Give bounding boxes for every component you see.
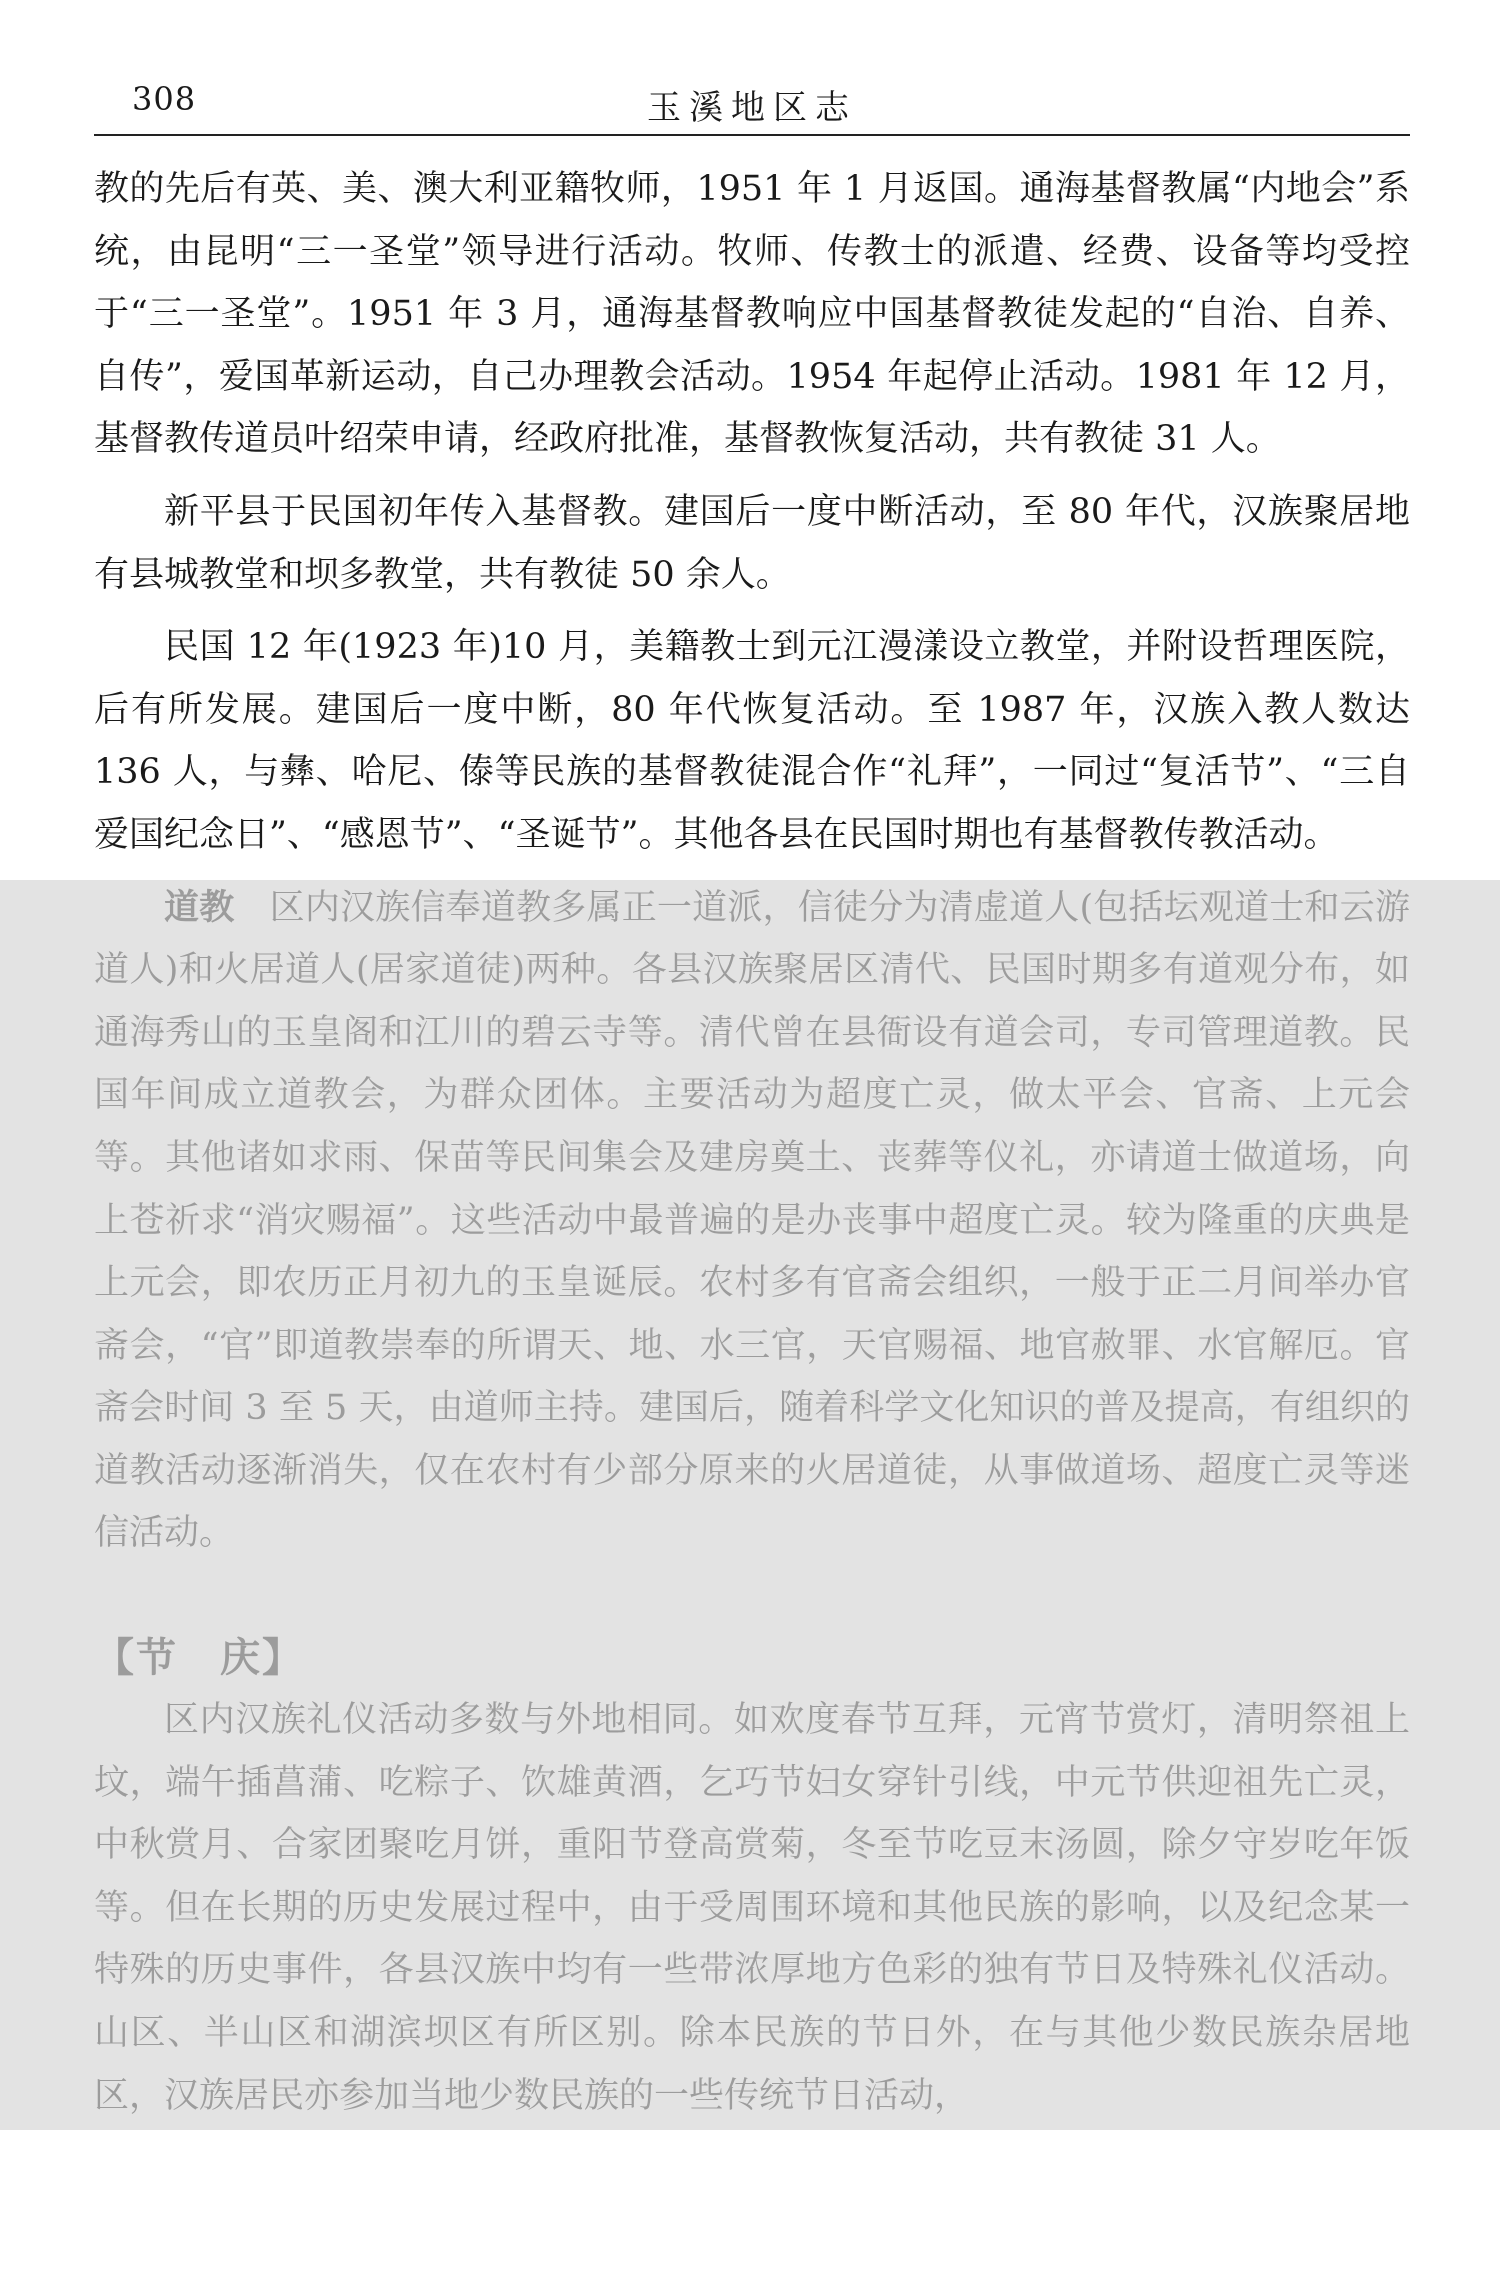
taoism-body: 区内汉族信奉道教多属正一道派，信徒分为清虚道人(包括坛观道士和云游道人)和火居道人(居家道徒)两种。各县汉族聚居区清代、民国时期多有道观分布，如通海秀山的玉皇阁和江川的碧云寺等。清代曾在县衙设有道会司，专司管理道教。民国年间成立道教会，为群众团体。主要活动为超度亡灵，做太平会、官斋、上元会等。其他诸如求雨、保苗等民间集会及建房奠土、丧葬等仪礼，亦请道士做道场，向上苍祈求“消灾赐福”。这些活动中最普遍的是办丧事中超度亡灵。较为隆重的庆典是上元会，即农历正月初九的玉皇诞辰。农村多有官斋会组织，一般于正二月间举办官斋会，“官”即道教崇奉的所谓天、地、水三官，天官赐福、地官赦罪、水官解厄。官斋会时间 3 至 5 天，由道师主持。建国后，随着科学文化知识的普及提高，有组织的道教活动逐渐消失，仅在农村有少部分原来的火居道徒，从事做道场、超度亡灵等迷信活动。 [94, 887, 1410, 1554]
section-heading-festivals: 【节 庆】 [94, 1635, 304, 1682]
page-number: 308 [132, 80, 197, 118]
paragraph-christianity-tonghai: 教的先后有英、美、澳大利亚籍牧师，1951 年 1 月返国。通海基督教属“内地会”系统，由昆明“三一圣堂”领导进行活动。牧师、传教士的派遣、经费、设备等均受控于“三一圣堂”。1951 年 3 月，通海基督教响应中国基督教徒发起的“自治、自养、自传”，爱国革新运动，自己办理教会活动。1954 年起停止活动。1981 年 12 月，基督教传道员叶绍荣申请，经政府批准，基督教恢复活动，共有教徒 31 人。 [94, 169, 1410, 460]
page-header [94, 72, 1410, 132]
taoism-lead-term: 道教 [164, 887, 235, 928]
paragraph-christianity-xinping: 新平县于民国初年传入基督教。建国后一度中断活动，至 80 年代，汉族聚居地有县城教堂和坝多教堂，共有教徒 50 余人。 [94, 491, 1410, 595]
running-title: 玉溪地区志 [647, 88, 857, 128]
paragraph-christianity-yuanjiang: 民国 12 年(1923 年)10 月，美籍教士到元江漫漾设立教堂，并附设哲理医院，后有所发展。建国后一度中断，80 年代恢复活动。至 1987 年，汉族入教人数达 136 人，与彝、哈尼、傣等民族的基督教徒混合作“礼拜”，一同过“复活节”、“三自爱国纪念日”、“感恩节”、“圣诞节”。其他各县在民国时期也有基督教传教活动。 [94, 627, 1410, 855]
paragraph-festivals: 区内汉族礼仪活动多数与外地相同。如欢度春节互拜，元宵节赏灯，清明祭祖上坟，端午插菖蒲、吃粽子、饮雄黄酒，乞巧节妇女穿针引线，中元节供迎祖先亡灵，中秋赏月、合家团聚吃月饼，重阳节登高赏菊，冬至节吃豆末汤圆，除夕守岁吃年饭等。但在长期的历史发展过程中，由于受周围环境和其他民族的影响，以及纪念某一特殊的历史事件，各县汉族中均有一些带浓厚地方色彩的独有节日及特殊礼仪活动。山区、半山区和湖滨坝区有所区别。除本民族的节日外，在与其他少数民族杂居地区，汉族居民亦参加当地少数民族的一些传统节日活动， [94, 1700, 1410, 2116]
paragraph-taoism [94, 877, 1410, 1566]
header-rule [94, 134, 1410, 136]
page-body [94, 158, 1410, 2127]
